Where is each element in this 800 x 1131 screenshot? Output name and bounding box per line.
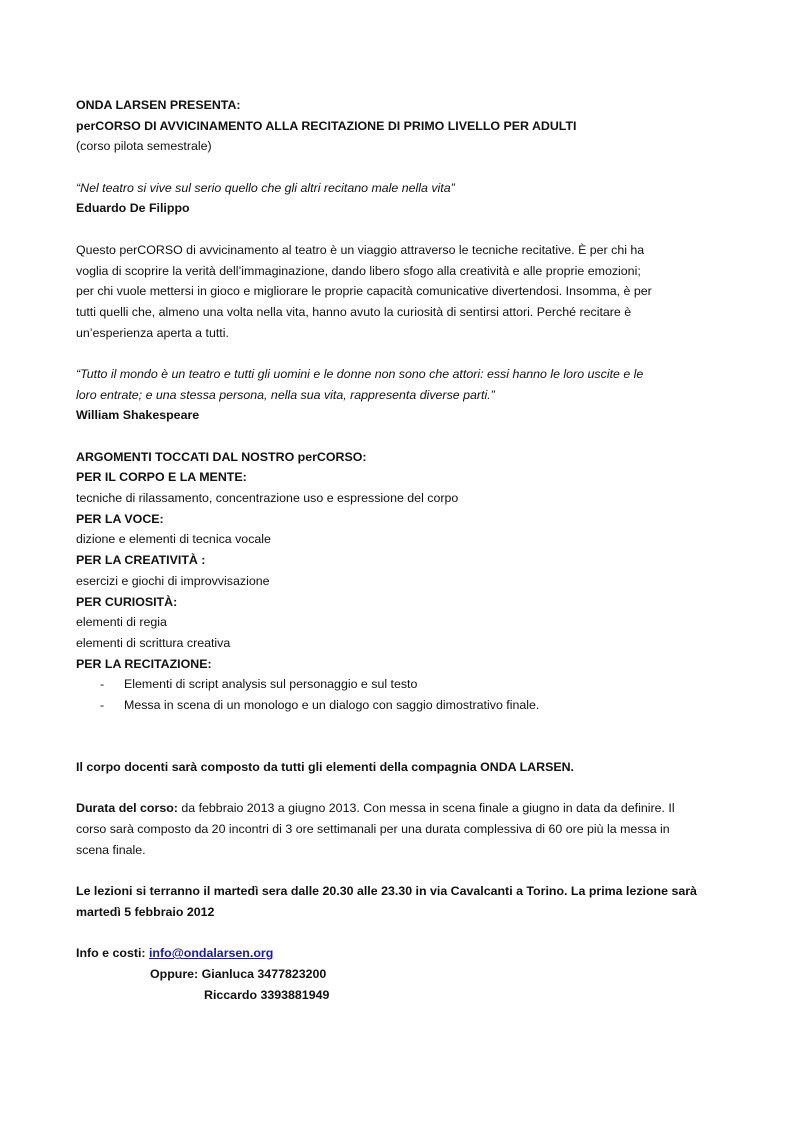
topic-creativity-item: esercizi e giochi di improvvisazione bbox=[76, 573, 270, 588]
alt-label: Oppure: bbox=[150, 966, 202, 981]
course-subtitle: (corso pilota semestrale) bbox=[76, 139, 212, 154]
quote-author-shakespeare: William Shakespeare bbox=[76, 408, 200, 423]
quote-de-filippo: “Nel teatro si vive sul serio quello che gli altri recitano male nella vita” bbox=[76, 180, 455, 195]
duration-line bbox=[76, 798, 726, 819]
topic-body-item: tecniche di rilassamento, concentrazione uso e espressione del corpo bbox=[76, 491, 459, 506]
bullet-text: Elementi di script analysis sul personaggio e sul testo bbox=[124, 677, 418, 692]
duration-line: corso sarà composto da 20 incontri di 3 ore settimanali per una durata complessiva di 60 ore più la messa in bbox=[76, 822, 670, 837]
lessons-line: Le lezioni si terranno il martedì sera dalle 20.30 alle 23.30 in via Cavalcanti a Torino. La prima lezione sarà bbox=[76, 884, 697, 899]
course-title: perCORSO DI AVVICINAMENTO ALLA RECITAZIONE DI PRIMO LIVELLO PER ADULTI bbox=[76, 118, 577, 133]
quote-author-de-filippo: Eduardo De Filippo bbox=[76, 201, 190, 216]
intro-line: voglia di scoprire la verità dell’immaginazione, dando libero sfogo alla creatività e alle proprie emozioni; bbox=[76, 263, 641, 278]
document-body bbox=[76, 95, 726, 1005]
duration-paragraph bbox=[76, 798, 726, 860]
duration-label: Durata del corso: bbox=[76, 801, 178, 816]
contacts-label: Info e costi: bbox=[76, 946, 149, 961]
contacts-block bbox=[76, 943, 726, 1005]
bullet-item bbox=[76, 674, 726, 695]
topic-voice-item: dizione e elementi di tecnica vocale bbox=[76, 532, 271, 547]
contacts-line bbox=[76, 964, 726, 985]
lessons-line: martedì 5 febbraio 2012 bbox=[76, 904, 215, 919]
contacts-line bbox=[76, 943, 726, 964]
intro-paragraph bbox=[76, 240, 726, 343]
bullet-item bbox=[76, 695, 726, 716]
intro-line: tutti quelli che, almeno una volta nella vita, hanno avuto la curiosità di sentirsi attori. Perché recitare è bbox=[76, 304, 632, 319]
bullet-dash: - bbox=[100, 677, 105, 692]
topic-body-heading: PER IL CORPO E LA MENTE: bbox=[76, 470, 247, 485]
topic-curiosity-item: elementi di regia bbox=[76, 615, 167, 630]
bullet-text: Messa in scena di un monologo e un dialogo con saggio dimostrativo finale. bbox=[124, 697, 540, 712]
intro-line: Questo perCORSO di avvicinamento al teatro è un viaggio attraverso le tecniche recitative. È per chi ha bbox=[76, 242, 645, 257]
topics-heading: ARGOMENTI TOCCATI DAL NOSTRO perCORSO: bbox=[76, 449, 367, 464]
lessons-paragraph bbox=[76, 881, 726, 922]
presenter-heading: ONDA LARSEN PRESENTA: bbox=[76, 98, 241, 112]
topic-curiosity-item: elementi di scrittura creativa bbox=[76, 635, 231, 650]
topic-voice-heading: PER LA VOCE: bbox=[76, 511, 164, 526]
teachers-paragraph: Il corpo docenti sarà composto da tutti gli elementi della compagnia ONDA LARSEN. bbox=[76, 760, 574, 775]
duration-text: da febbraio 2013 a giugno 2013. Con messa in scena finale a giugno in data da definire. Il bbox=[177, 801, 675, 816]
email-link[interactable]: info@ondalarsen.org bbox=[148, 946, 274, 961]
topic-acting-heading: PER LA RECITAZIONE: bbox=[76, 656, 212, 671]
topic-creativity-heading: PER LA CREATIVITÀ : bbox=[76, 553, 206, 568]
intro-line: un’esperienza aperta a tutti. bbox=[76, 325, 229, 340]
bullet-dash: - bbox=[100, 697, 105, 712]
topic-curiosity-heading: PER CURIOSITÀ: bbox=[76, 594, 178, 609]
quote-line: “Tutto il mondo è un teatro e tutti gli uomini e le donne non sono che attori: essi hanno le loro uscite e le bbox=[76, 366, 644, 381]
quote-line: loro entrate; e una stessa persona, nella sua vita, rappresenta diverse parti.” bbox=[76, 387, 495, 402]
contact-gianluca: Gianluca 3477823200 bbox=[201, 966, 327, 981]
intro-line: per chi vuole mettersi in gioco e migliorare le proprie capacità comunicative divertendosi. Insomma, è per bbox=[76, 284, 652, 299]
contact-riccardo: Riccardo 3393881949 bbox=[204, 987, 330, 1002]
quote-shakespeare bbox=[76, 364, 726, 405]
duration-line: scena finale. bbox=[76, 842, 146, 857]
